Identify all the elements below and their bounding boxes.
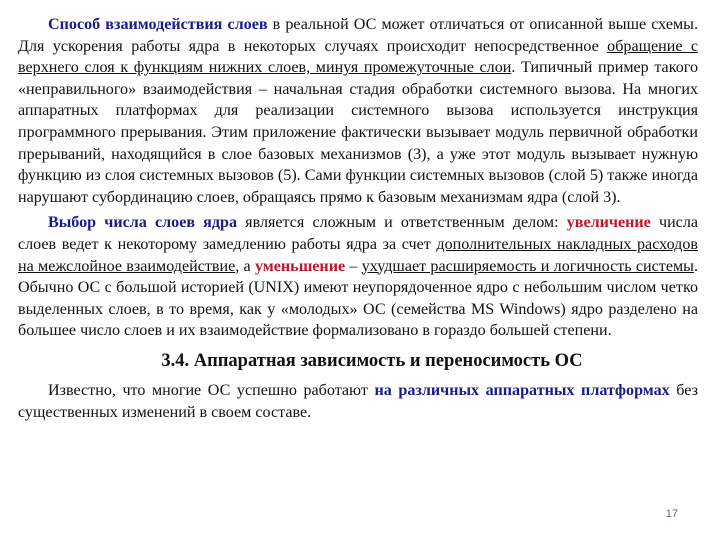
underlined-phrase: дополнительных накладных расходов на межслойное взаимодействие	[18, 235, 698, 275]
text-run: в реальной ОС может отличаться от описанной выше схемы. Для ускорения работы ядра в некоторых случаях происходит непосредственное	[18, 16, 698, 55]
text-run: . Обычно ОС с большой историей (UNIX) имеют неупорядоченное ядро с небольшим числом четко выделенных слоев, в то время, как у «молодых» ОС (семейства MS Windows) ядро разделено на большее число слоев и их взаимодействие формализовано в гораздо большей степени.	[18, 257, 699, 340]
underlined-phrase: обращение с верхнего слоя к функциям нижних слоев, минуя промежуточные слои	[18, 37, 698, 77]
text-run: без существенных изменений в своем составе.	[18, 381, 698, 421]
highlight-term: Способ взаимодействия слоев	[48, 16, 268, 33]
text-run: является сложным и ответственным делом:	[237, 214, 567, 232]
paragraph-layer-interaction	[18, 14, 698, 208]
text-run: числа слоев ведет к некоторому замедлению работы ядра за счет	[18, 214, 698, 253]
page-number: 17	[665, 508, 678, 520]
text-run: –	[345, 257, 362, 275]
highlight-term: Выбор числа слоев ядра	[48, 214, 238, 232]
underlined-phrase: ухудшает расширяемость и логичность системы	[361, 257, 694, 275]
text-run: Известно, что многие ОС успешно работают	[48, 381, 375, 399]
paragraph-layer-count	[18, 212, 698, 342]
highlight-term: на различных аппаратных платформах	[374, 381, 670, 399]
highlight-increase: увеличение	[566, 214, 651, 232]
text-run: . Типичный пример такого «неправильного» взаимодействия – начальная стадия обработки системного вызова. На многих аппаратных платформах для реализации системного вызова используется инструкция программного прерывания. Этим приложение фактически вызывает модуль первичной обработки прерываний, находящийся в слое базовых механизмов (3), а уже этот модуль вызывает нужную функцию из слоя системных вызовов (5). Сами функции системных вызовов (слой 5) также иногда нарушают субординацию слоев, обращаясь прямо к базовым механизмам ядра (слой 3).	[18, 59, 698, 206]
paragraph-portability	[18, 380, 698, 423]
section-heading: 3.4. Аппаратная зависимость и переносимость ОС	[161, 350, 583, 371]
highlight-decrease: уменьшение	[254, 257, 346, 275]
text-run: , а	[235, 257, 255, 275]
